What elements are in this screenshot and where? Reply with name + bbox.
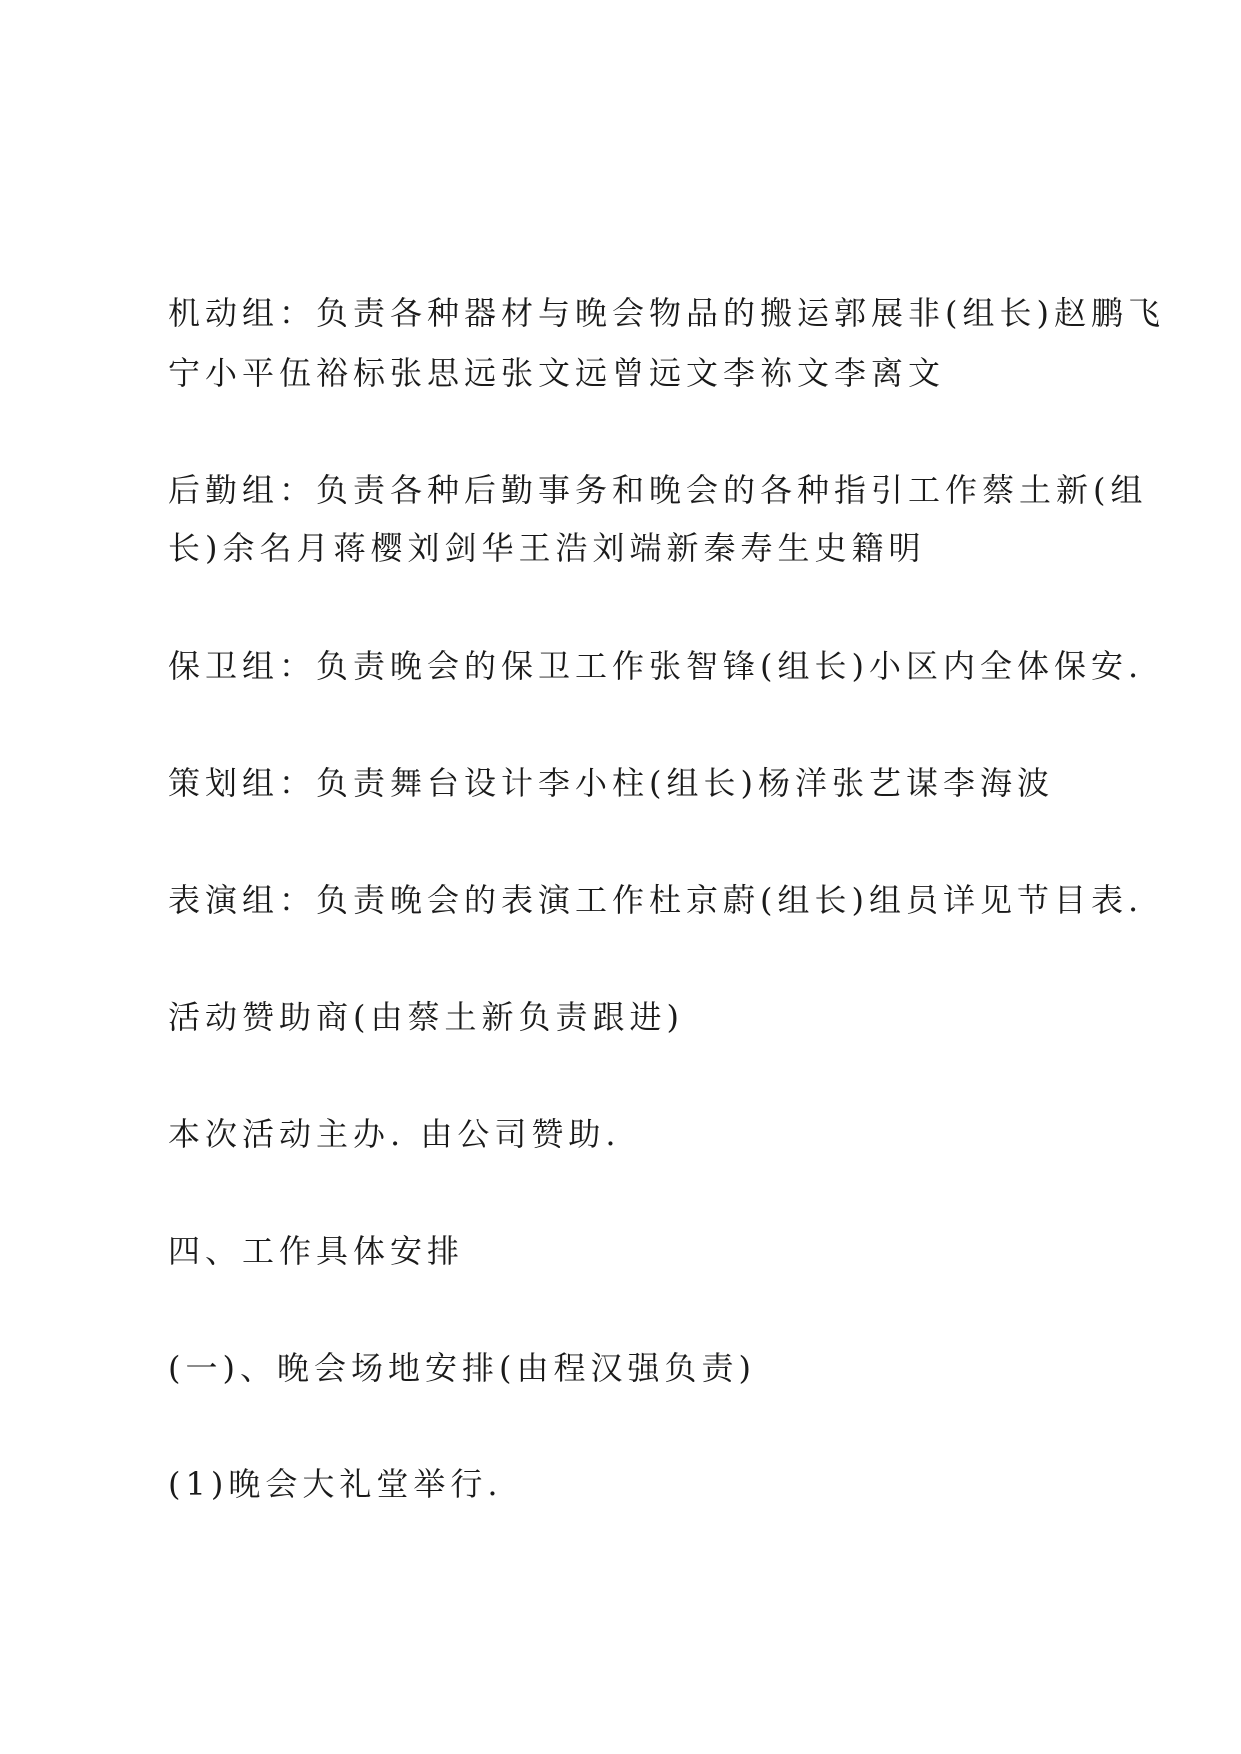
subsection-heading-venue: (一)、晚会场地安排(由程汉强负责) [168,1349,756,1387]
section-heading-work-arrangement: 四、工作具体安排 [168,1232,465,1270]
paragraph-logistics-group-line-1: 后勤组：负责各种后勤事务和晚会的各种指引工作蔡土新(组 [168,471,1148,509]
paragraph-security-group: 保卫组：负责晚会的保卫工作张智锋(组长)小区内全体保安. [168,647,1144,685]
paragraph-planning-group: 策划组：负责舞台设计李小柱(组长)杨洋张艺谋李海波 [168,764,1054,802]
paragraph-mobile-group-line-1: 机动组：负责各种器材与晚会物品的搬运郭展非(组长)赵鹏飞 [168,294,1165,332]
paragraph-performance-group: 表演组：负责晚会的表演工作杜京蔚(组长)组员详见节目表. [168,881,1144,919]
paragraph-sponsor: 活动赞助商(由蔡土新负责跟进) [168,998,684,1036]
paragraph-organizer: 本次活动主办. 由公司赞助. [168,1115,621,1153]
paragraph-logistics-group-line-2: 长)余名月蒋樱刘剑华王浩刘端新秦寿生史籍明 [168,529,926,567]
paragraph-mobile-group-line-2: 宁小平伍裕标张思远张文远曾远文李袮文李离文 [168,354,946,392]
list-item-venue-1: (1)晚会大礼堂举行. [168,1465,503,1503]
